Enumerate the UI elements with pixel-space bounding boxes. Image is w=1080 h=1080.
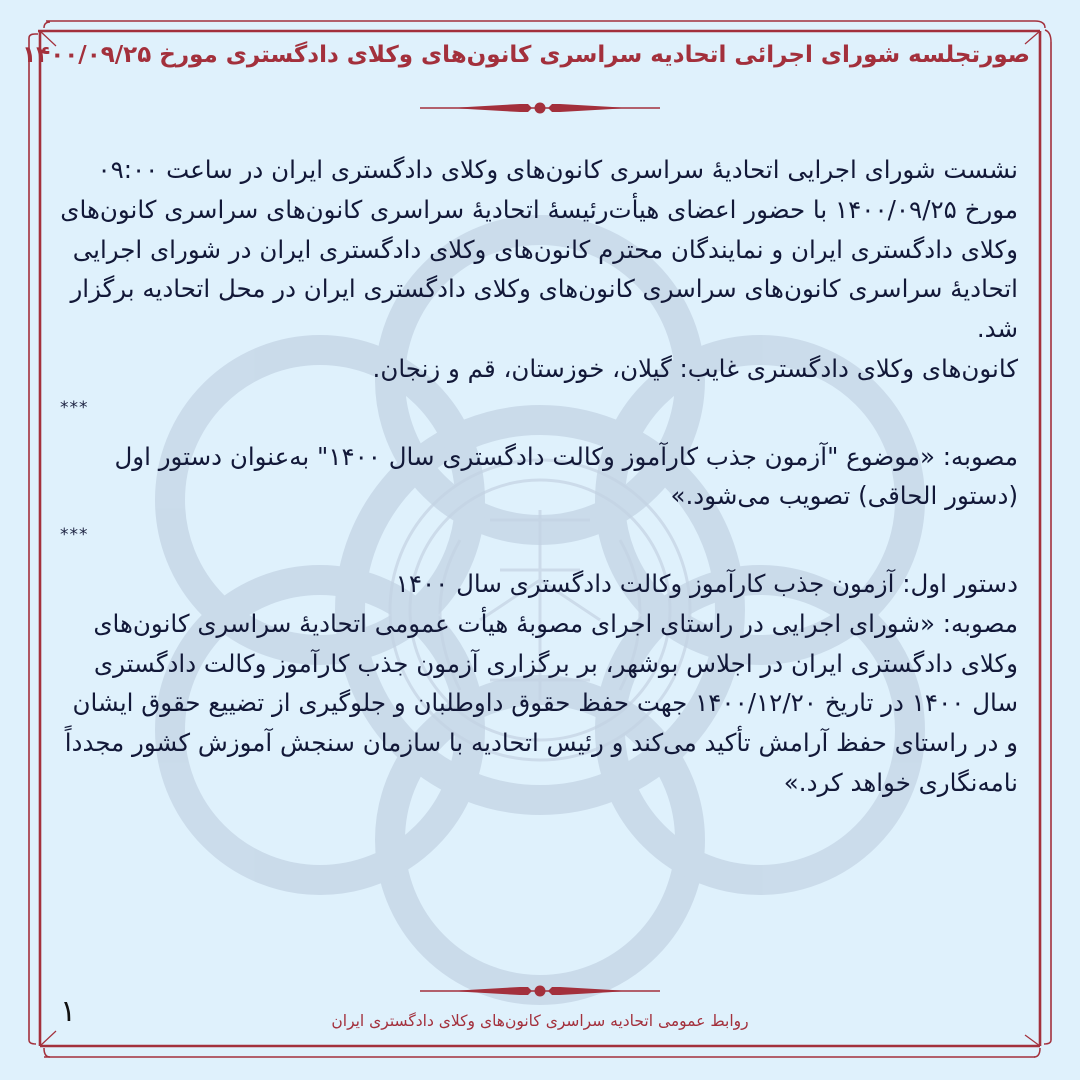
minutes-body <box>60 150 1018 803</box>
ornamental-divider-icon <box>420 98 660 118</box>
ornamental-divider-icon <box>420 981 660 1001</box>
page-title: صورتجلسه شورای اجرائی اتحادیه سراسری کانون‌های وکلای دادگستری مورخ ۱۴۰۰/۰۹/۲۵ <box>22 42 1030 68</box>
agenda-item: دستور اول: آزمون جذب کارآموز وکالت دادگستری سال ۱۴۰۰ <box>395 568 1018 598</box>
absent-bars-paragraph: کانون‌های وکلای دادگستری غایب: گیلان، خوزستان، قم و زنجان. <box>372 353 1018 383</box>
footer-credit: روابط عمومی اتحادیه سراسری کانون‌های وکلای دادگستری ایران <box>331 1012 749 1030</box>
intro-paragraph: نشست شورای اجرایی اتحادیهٔ سراسری کانون‌های وکلای دادگستری ایران در ساعت ۰۹:۰۰ مورخ ۱۴۰۰/۰۹/۲۵ با حضور اعضای هیأت‌رئیسهٔ اتحادیهٔ سراسری کانون‌های سراسری کانون‌های وکلای دادگستری ایران و نمایندگان محترم کانون‌های وکلای دادگستری ایران در شورای اجرایی اتحادیهٔ سراسری کانون‌های سراسری کانون‌های وکلای دادگستری ایران در محل اتحادیه برگزار شد. <box>60 155 1018 344</box>
resolution-paragraph: مصوبه: «شورای اجرایی در راستای اجرای مصوبهٔ هیأت عمومی اتحادیهٔ سراسری کانون‌های وکلای دادگستری ایران در اجلاس بوشهر، بر برگزاری آزمون جذب کارآموز وکالت دادگستری سال ۱۴۰۰ در تاریخ ۱۴۰۰/۱۲/۲۰ جهت حفظ حقوق داوطلبان و جلوگیری از تضییع حقوق ایشان و در راستای حفظ آرامش تأکید می‌کند و رئیس اتحادیه با سازمان سنجش آموزش کشور مجدداً نامه‌نگاری خواهد کرد.» <box>64 608 1018 797</box>
resolution-paragraph: مصوبه: «موضوع "آزمون جذب کارآموز وکالت دادگستری سال ۱۴۰۰" به‌عنوان دستور اول (دستور الحاقی) تصویب می‌شود.» <box>114 441 1018 511</box>
page-number: ۱ <box>60 994 77 1029</box>
section-separator: *** <box>60 397 89 418</box>
section-separator: *** <box>60 525 89 546</box>
